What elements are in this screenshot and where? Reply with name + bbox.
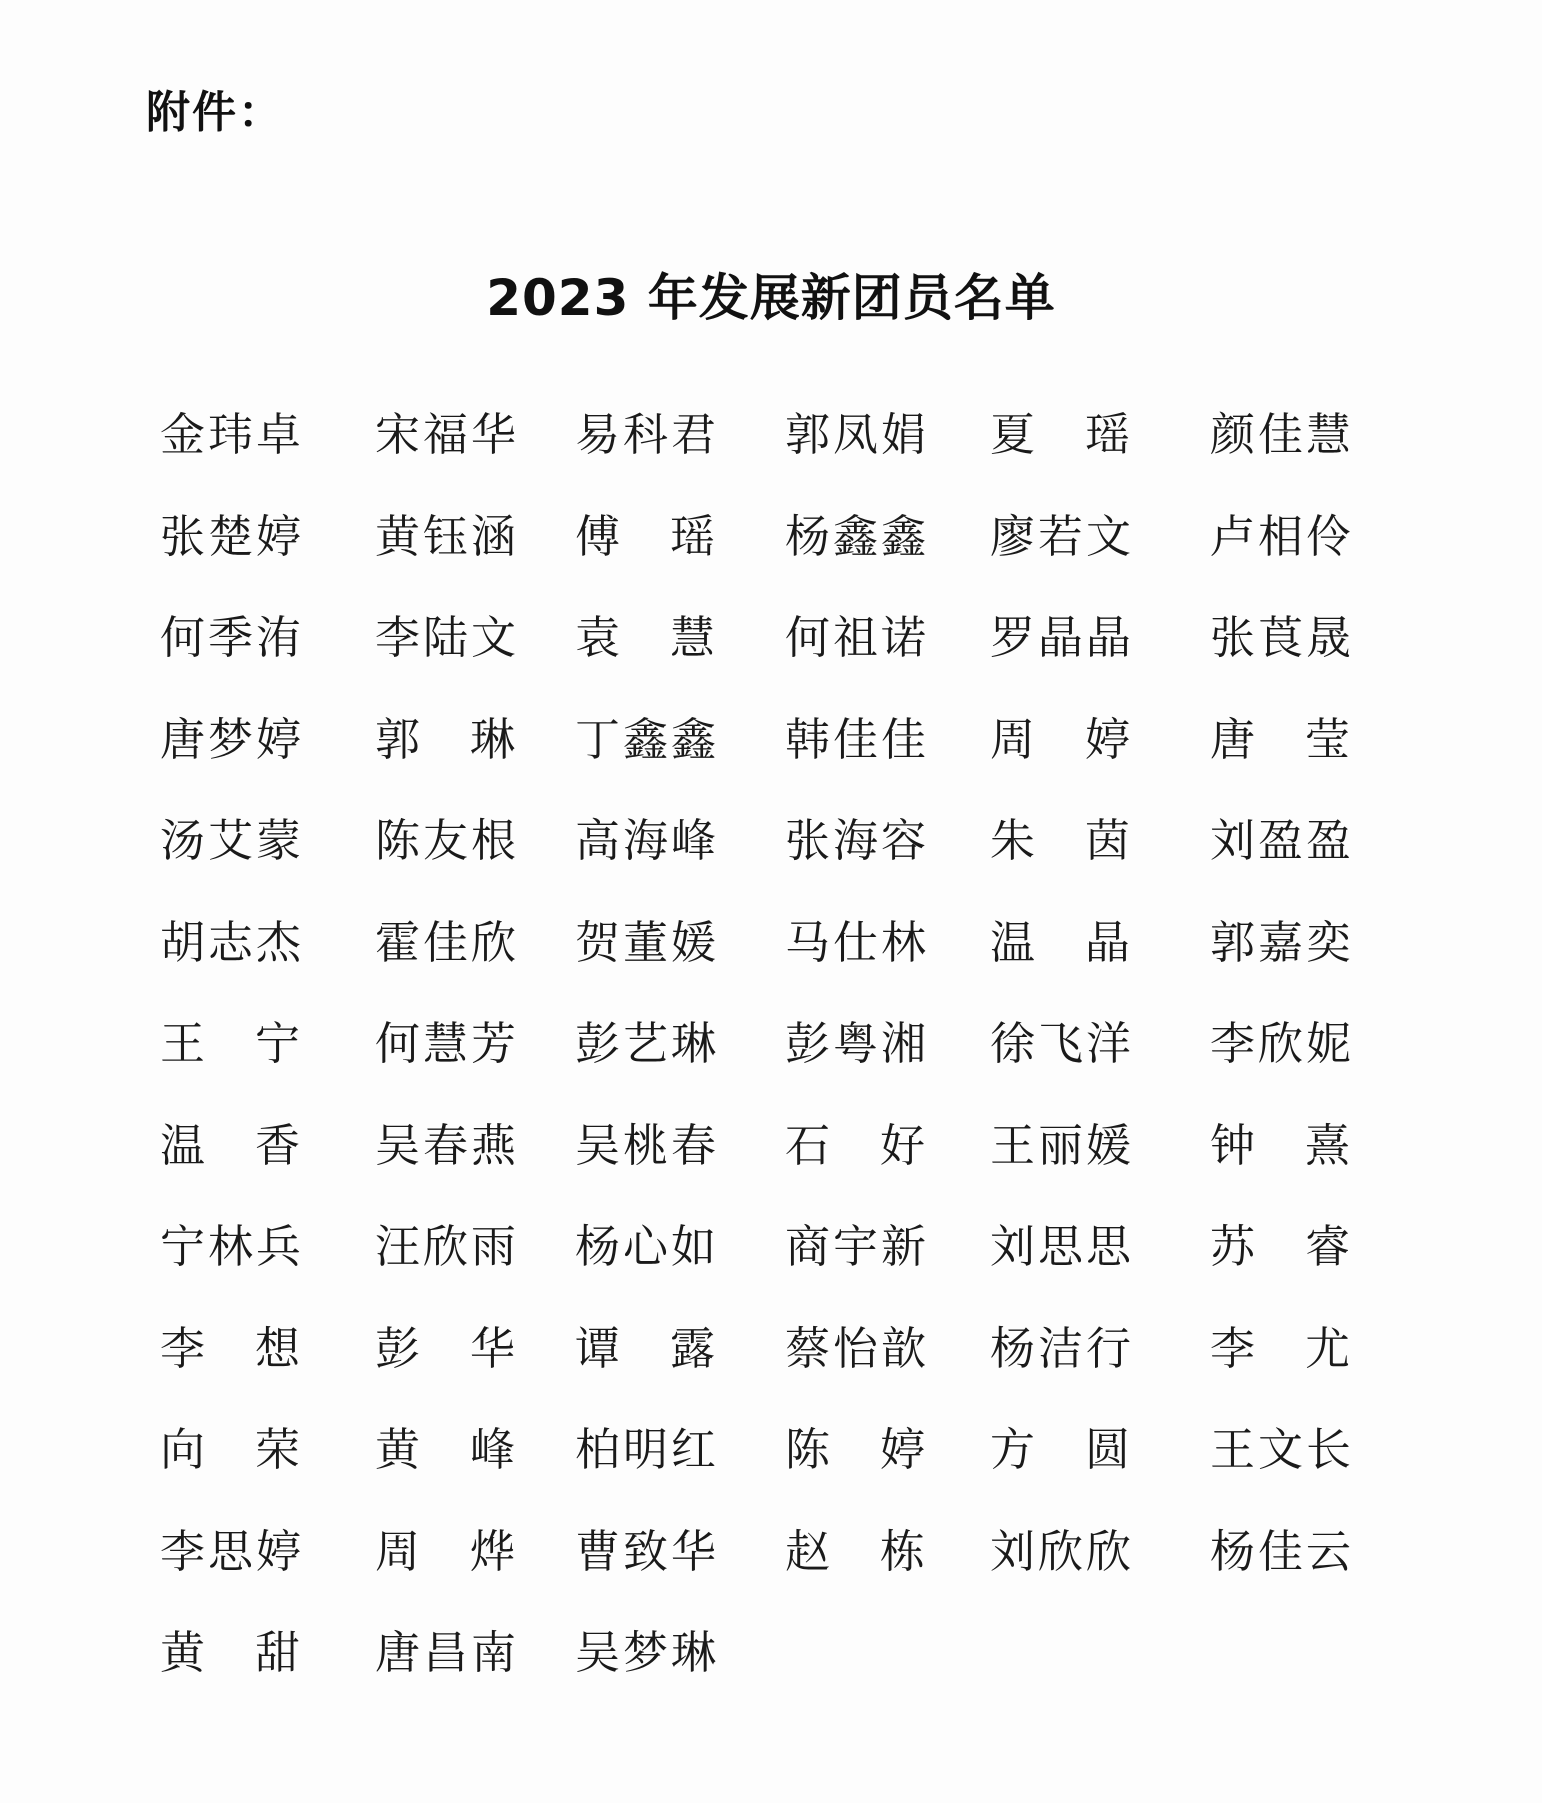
name-entry: 颜佳慧 <box>1210 408 1355 461</box>
document-title: 2023 年发展新团员名单 <box>486 269 1056 327</box>
name-entry: 赵 栋 <box>785 1524 925 1578</box>
name-entry: 郭 琳 <box>375 712 515 766</box>
name-entry: 夏 瑶 <box>990 408 1130 461</box>
name-entry: 卢相伶 <box>1210 509 1355 563</box>
name-entry: 刘欣欣 <box>990 1524 1135 1578</box>
name-entry: 徐飞洋 <box>990 1017 1135 1070</box>
name-entry: 杨鑫鑫 <box>785 509 930 563</box>
name-entry: 彭粤湘 <box>785 1017 930 1070</box>
name-entry: 唐昌南 <box>375 1626 520 1679</box>
name-entry: 贺董媛 <box>575 915 720 969</box>
name-list <box>160 400 1390 1720</box>
name-entry: 王文长 <box>1210 1423 1355 1476</box>
name-entry: 李 想 <box>160 1321 300 1375</box>
name-entry: 马仕林 <box>785 915 930 969</box>
name-entry: 张海容 <box>785 814 930 867</box>
name-entry: 吴桃春 <box>575 1118 720 1172</box>
name-entry: 李思婷 <box>160 1524 305 1578</box>
name-entry: 刘盈盈 <box>1210 814 1355 867</box>
name-entry: 何慧芳 <box>375 1017 520 1070</box>
name-entry: 黄 峰 <box>375 1423 515 1476</box>
name-entry: 石 好 <box>785 1118 925 1172</box>
name-entry: 温 香 <box>160 1118 300 1172</box>
name-entry: 韩佳佳 <box>785 712 930 766</box>
name-entry: 杨心如 <box>575 1220 720 1273</box>
name-entry: 高海峰 <box>575 814 720 867</box>
name-entry: 方 圆 <box>990 1423 1130 1476</box>
name-entry: 蔡怡歆 <box>785 1321 930 1375</box>
name-entry: 彭 华 <box>375 1321 515 1375</box>
name-entry: 李欣妮 <box>1210 1017 1355 1070</box>
name-entry: 唐 莹 <box>1210 712 1350 766</box>
name-entry: 霍佳欣 <box>375 915 520 969</box>
name-entry: 钟 熹 <box>1210 1118 1350 1172</box>
name-entry: 刘思思 <box>990 1220 1135 1273</box>
name-entry: 吴梦琳 <box>575 1626 720 1679</box>
name-entry: 曹致华 <box>575 1524 720 1578</box>
name-entry: 汤艾蒙 <box>160 814 305 867</box>
name-entry: 宁林兵 <box>160 1220 305 1273</box>
name-entry: 李陆文 <box>375 611 520 664</box>
name-entry: 袁 慧 <box>575 611 715 664</box>
name-entry: 黄钰涵 <box>375 509 520 563</box>
name-entry: 张楚婷 <box>160 509 305 563</box>
name-entry: 傅 瑶 <box>575 509 715 563</box>
name-entry: 谭 露 <box>575 1321 715 1375</box>
name-entry: 商宇新 <box>785 1220 930 1273</box>
name-entry: 何季洧 <box>160 611 305 664</box>
name-entry: 张莨晟 <box>1210 611 1355 664</box>
name-entry: 杨佳云 <box>1210 1524 1355 1578</box>
name-entry: 郭凤娟 <box>785 408 930 461</box>
name-entry: 陈友根 <box>375 814 520 867</box>
name-entry: 吴春燕 <box>375 1118 520 1172</box>
name-entry: 郭嘉奕 <box>1210 915 1355 969</box>
name-entry: 李 尤 <box>1210 1321 1350 1375</box>
name-entry: 向 荣 <box>160 1423 300 1476</box>
name-entry: 陈 婷 <box>785 1423 925 1476</box>
name-entry: 廖若文 <box>990 509 1135 563</box>
name-entry: 丁鑫鑫 <box>575 712 720 766</box>
name-entry: 黄 甜 <box>160 1626 300 1679</box>
name-entry: 王 宁 <box>160 1017 300 1070</box>
name-entry: 罗晶晶 <box>990 611 1135 664</box>
name-entry: 温 晶 <box>990 915 1130 969</box>
name-entry: 胡志杰 <box>160 915 305 969</box>
name-entry: 何祖诺 <box>785 611 930 664</box>
name-entry: 杨洁行 <box>990 1321 1135 1375</box>
name-entry: 柏明红 <box>575 1423 720 1476</box>
name-entry: 汪欣雨 <box>375 1220 520 1273</box>
name-entry: 王丽媛 <box>990 1118 1135 1172</box>
name-entry: 易科君 <box>575 408 720 461</box>
attachment-label: 附件： <box>146 87 284 138</box>
name-entry: 宋福华 <box>375 408 520 461</box>
name-entry: 周 烨 <box>375 1524 515 1578</box>
name-entry: 苏 睿 <box>1210 1220 1350 1273</box>
name-entry: 金玮卓 <box>160 408 305 461</box>
name-entry: 周 婷 <box>990 712 1130 766</box>
name-entry: 朱 茵 <box>990 814 1130 867</box>
name-entry: 唐梦婷 <box>160 712 305 766</box>
name-entry: 彭艺琳 <box>575 1017 720 1070</box>
